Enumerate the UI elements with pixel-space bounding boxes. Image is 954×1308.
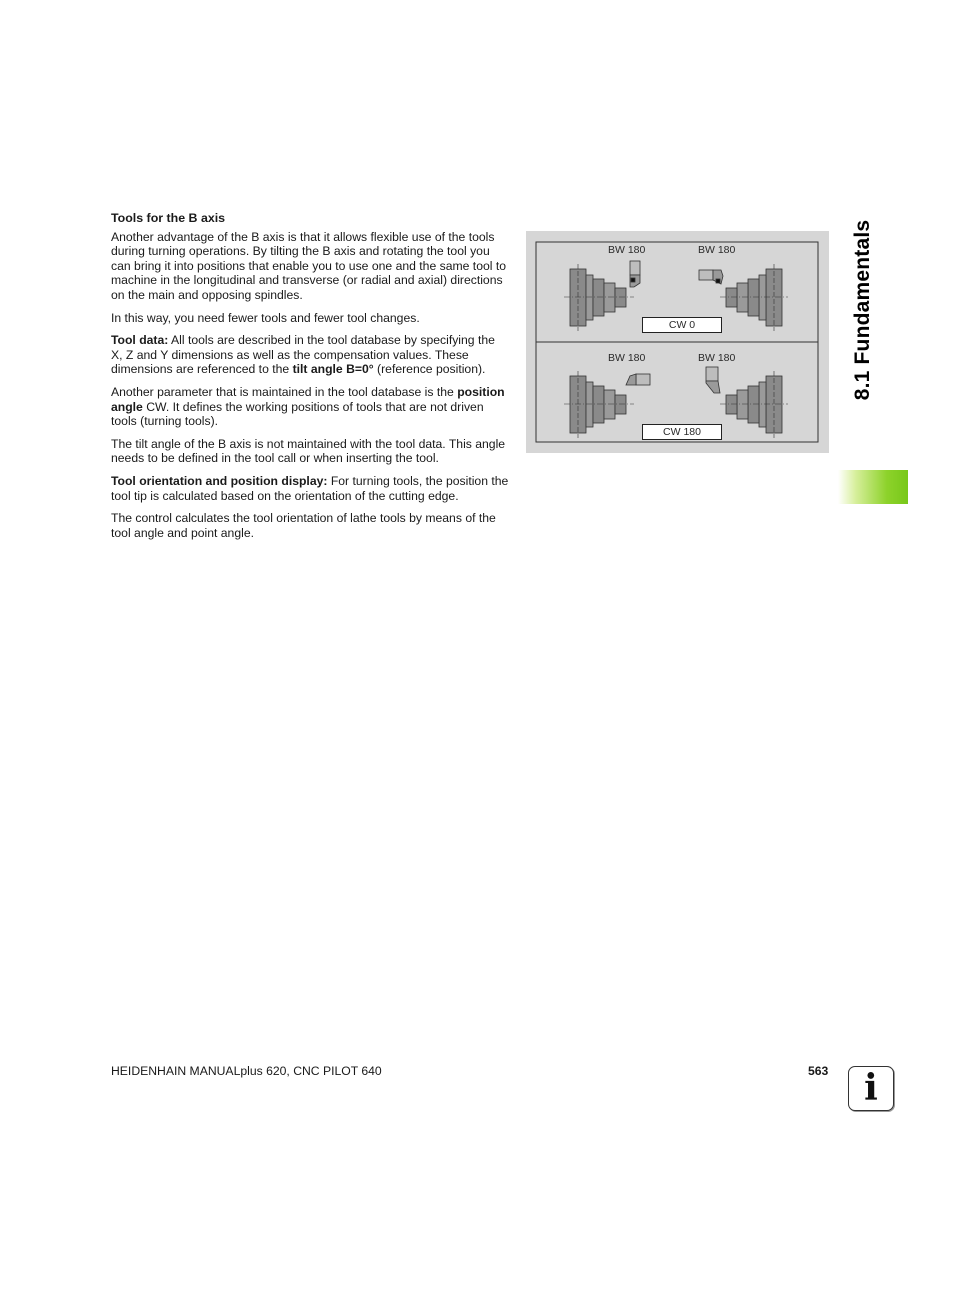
paragraph-fewer-tools: In this way, you need fewer tools and fewer tool changes. (111, 310, 420, 325)
paragraph-lathe-tools: The control calculates the tool orientation of lathe tools by means of the tool angle and point angle. (111, 511, 496, 540)
label-bw-top-left: BW 180 (608, 244, 646, 256)
tool-data-label: Tool data: (111, 333, 169, 348)
section-heading: Tools for the B axis (111, 211, 226, 225)
turning-tool-top-right (699, 270, 723, 284)
workpiece-top-left (570, 269, 626, 326)
footer-manual-title: HEIDENHAIN MANUALplus 620, CNC PILOT 640 (111, 1064, 382, 1078)
tool-orientation-label: Tool orientation and position display: (111, 473, 328, 488)
label-bw-top-right: BW 180 (698, 244, 736, 256)
label-cw-top: CW 0 (642, 317, 722, 333)
chapter-title-text: 8.1 Fundamentals (851, 219, 874, 401)
paragraph-position-angle: Another parameter that is maintained in the tool database is the position angle CW. It defines the working positions of tools that are not driven tools (turning tools). (111, 384, 505, 429)
main-text-column (111, 211, 509, 548)
workpiece-bottom-right (726, 376, 782, 433)
chapter-tab-marker (838, 470, 908, 504)
label-bw-bottom-right: BW 180 (698, 352, 736, 364)
figure-drawing (526, 231, 829, 453)
paragraph-tilt-angle: The tilt angle of the B axis is not maintained with the tool data. This angle needs to be defined in the tool call or when inserting the tool. (111, 436, 506, 466)
workpiece-bottom-left (570, 376, 626, 433)
turning-tool-bottom-right (706, 367, 720, 393)
turning-tool-top-left (630, 261, 640, 287)
turning-tool-bottom-left (626, 374, 650, 385)
chapter-side-title (843, 210, 883, 410)
b-axis-tool-position-figure (526, 231, 829, 453)
workpiece-top-right (726, 269, 782, 326)
paragraph-tool-data: Tool data: All tools are described in the tool database by specifying the X, Z and Y dimensions as well as the compensation values. These dimensions are referenced to the tilt angle B=0° (reference position). (111, 333, 495, 377)
label-cw-bottom: CW 180 (642, 424, 722, 440)
label-bw-bottom-left: BW 180 (608, 352, 646, 364)
paragraph-tool-orientation: Tool orientation and position display: For turning tools, the position the tool tip is calculated based on the orientation of the cutting edge. (111, 473, 509, 503)
tilt-angle-term: tilt angle B=0° (292, 362, 374, 377)
position-angle-term: position angle (111, 384, 505, 414)
info-icon (848, 1066, 894, 1111)
paragraph-intro: Another advantage of the B axis is that it allows flexible use of the tools during turning operations. By tilting the B axis and rotating the tool you can bring it into positions that enable you to use one and the same tool to machine in the longitudinal and transverse (or radial and axial) directions on the main and opposing spindles. (111, 229, 507, 302)
info-glyph: i (864, 1067, 878, 1109)
page-number: 563 (808, 1064, 829, 1078)
